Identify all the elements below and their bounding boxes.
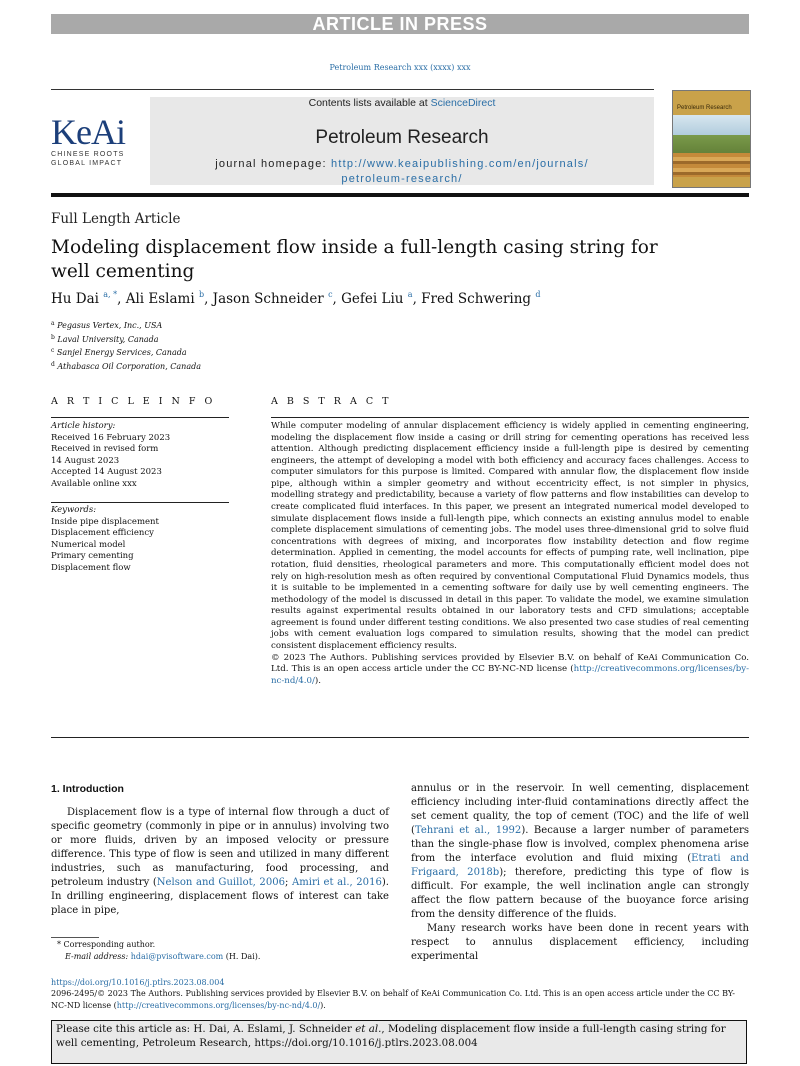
reference-link[interactable]: Tehrani et al., 1992: [414, 825, 522, 836]
license-line: 2096-2495/© 2023 The Authors. Publishing services provided by Elsevier B.V. on behalf of KeAi Communication Co. Ltd. This is an open access article under the CC BY-NC-ND license (http://creativecommons.org/licenses/by-nc-nd/4.0/).: [51, 989, 735, 1010]
cc-license-link[interactable]: http://creativecommons.org/licenses/by-nc-nd/4.0/: [271, 664, 749, 686]
running-head[interactable]: Petroleum Research xxx (xxxx) xxx: [329, 63, 471, 72]
body-column-right: [411, 782, 749, 964]
publisher-tagline-1: CHINESE ROOTS: [51, 151, 125, 158]
article-type: Full Length Article: [51, 211, 181, 227]
abstract-copyright: © 2023 The Authors. Publishing services provided by Elsevier B.V. on behalf of KeAi Communication Co. Ltd. This is an open access article under the CC BY-NC-ND license (http://creativecommons.org/licenses/by-nc-nd/4.0/).: [271, 652, 749, 686]
journal-title: Petroleum Research: [315, 127, 489, 148]
keyword-item: Displacement efficiency: [51, 528, 154, 538]
corresponding-author: * Corresponding author.: [57, 940, 156, 949]
reference-link[interactable]: Amiri et al., 2016: [291, 877, 382, 888]
homepage-url-line-2[interactable]: petroleum-research/: [341, 173, 463, 185]
journal-cover-image[interactable]: [672, 90, 751, 188]
history-item: 14 August 2023: [51, 455, 120, 466]
publisher-logo: [51, 114, 143, 174]
section-heading-introduction: 1. Introduction: [51, 783, 124, 795]
license-link[interactable]: http://creativecommons.org/licenses/by-nc-nd/4.0/: [116, 1000, 321, 1010]
author-name: Ali Eslami: [125, 291, 195, 307]
info-rule-middle: [51, 502, 229, 503]
abstract-rule-bottom: [51, 737, 749, 738]
body-column-left: [51, 782, 389, 918]
reference-link[interactable]: Etrati and Frigaard, 2018b: [411, 853, 749, 878]
history-item: Received 16 February 2023: [51, 432, 171, 443]
info-rule-top: [51, 417, 229, 418]
article-in-press-banner: ARTICLE IN PRESS: [51, 14, 749, 34]
affiliation-item: $^c$ Sanjel Energy Services, Canada: [51, 347, 187, 357]
email-line: E-mail address: hdai@pvisoftware.com (H. Dai).: [65, 952, 261, 961]
article-info-heading: A R T I C L E I N F O: [51, 396, 216, 407]
author-affil-link[interactable]: a, *: [103, 290, 118, 299]
email-link[interactable]: hdai@pvisoftware.com: [130, 952, 224, 961]
cover-strata: [673, 153, 750, 177]
history-item: Accepted 14 August 2023: [51, 467, 162, 477]
footnote: [51, 939, 260, 963]
history-item: Received in revised form: [51, 444, 159, 454]
author-affil-link[interactable]: a: [407, 290, 413, 299]
masthead-rule: [51, 193, 749, 197]
homepage-prefix: journal homepage:: [215, 158, 332, 170]
publisher-logo-name: KeAi: [51, 112, 125, 152]
author-name: Hu Dai: [51, 291, 99, 307]
affiliation-item: $^a$ Pegasus Vertex, Inc., USA: [51, 320, 163, 330]
sciencedirect-link[interactable]: ScienceDirect: [430, 97, 496, 109]
intro-paragraph-1-cont: annulus or in the reservoir. In well cementing, displacement efficiency including inter-fluid contaminations directly affect the set cement quality, the top of cement (TOC) and the life of well (Tehrani et al., 1992). Because a larger number of parameters than the single-phase flow is involved, complex phenomena arise from the interface evolution and fluid mixing (Etrati and Frigaard, 2018b); therefore, predicting this type of flow is difficult. For example, the well inclination angle can strongly affect the flow pattern because of the buoyance force arising from the density difference of the fluids.: [411, 783, 750, 920]
article-title: Modeling displacement flow inside a full-length casing string for well cementing: [51, 237, 658, 282]
author-affil-link[interactable]: c: [328, 290, 333, 299]
history-label: Article history:: [51, 421, 116, 431]
keyword-item: Inside pipe displacement: [51, 516, 159, 527]
author-affil-link[interactable]: b: [198, 290, 205, 299]
citation-text: Please cite this article as: H. Dai, A. Eslami, J. Schneider et al., Modeling displacement flow inside a full-length casing string for well cementing, Petroleum Research, https://doi.org/10.1016/j.ptlrs.2023.08.004: [56, 1023, 726, 1049]
intro-paragraph-1: Displacement flow is a type of internal flow through a duct of specific geometry (commonly in pipe or in annulus) involving two or more fluids, driven by an imposed velocity or pressure difference. This type of flow is seen and utilized in many different industries, such as manufacturing, food processing, and petroleum industry (Nelson and Guillot, 2006; Amiri et al., 2016). In drilling engineering, displacement flows of interest can take place in pipe,: [51, 807, 389, 916]
affiliation-item: $^b$ Laval University, Canada: [51, 333, 159, 344]
keyword-item: Displacement flow: [51, 562, 131, 573]
contents-line: [150, 97, 654, 109]
affiliations: [51, 318, 201, 372]
abstract-text: While computer modeling of annular displacement efficiency is widely applied in cementing engineering, modeling the displacement flow inside a casing or drill string for cementing operations has received less attention. Although predicting displacement efficiency inside a full-length pipe is desired by cementing engineers, the attempt of developing a model with both efficiency and accuracy faces challenges. Access to computer simulators for this purpose is limited. Compared with annular flow, the displacement flow inside pipe, although within a simpler geometry and without eccentricity effect, is not simpler in physics, modelling strategy and predictability, because a variety of flow patterns and flow instabilities can develop to create complicated fluid interfaces. In this paper, we present an integrated numerical model developed to simulate displacement flows inside a full-length pipe, which connects an existing annulus model to enable complete displacement simulations of cementing jobs. The model uses three-dimensional grid to solve fluid concentrations with degrees of mixing, and incorporates flow instability detection and flow regime determination. Applied in cementing, the model accounts for effects of pumping rate, well inclination, pipe rotation, fluid densities, rheological parameters and more. This computationally efficient model does not rely on high-resolution mesh as often required by conventional Computational Fluid Dynamics models, thus it is suitable to be implemented in a cementing software for daily use by well cementing engineers. The methodology of the model is discussed in detail in this paper. To validate the model, we examine simulation results against experimental results obtained in our laboratory tests and CFD simulations; acceptable agreement is found under different testing conditions. We also presented two case studies of real cementing jobs with cement evaluation logs compared to simulation results, showing that the model can predict consistent displacement efficiency results.: [271, 421, 749, 651]
reference-link[interactable]: Nelson and Guillot, 2006: [156, 877, 285, 888]
homepage-url-line-1[interactable]: http://www.keaipublishing.com/en/journals/: [331, 158, 589, 170]
publisher-tagline-2: GLOBAL IMPACT: [51, 160, 123, 167]
author-name: Jason Schneider: [212, 291, 324, 307]
history-item: Available online xxx: [51, 478, 137, 489]
journal-homepage: [195, 157, 609, 187]
keyword-item: Numerical model: [51, 539, 126, 550]
doi-link[interactable]: https://doi.org/10.1016/j.ptlrs.2023.08.004: [51, 978, 225, 987]
abstract-rule-top: [271, 417, 749, 418]
header-rule: [51, 89, 654, 90]
author-list: Hu Dai $^{a, *}$, Ali Eslami $^b$, Jason Schneider $^c$, Gefei Liu $^a$, Fred Schwering $^d$: [51, 290, 541, 307]
affiliation-item: $^d$ Athabasca Oil Corporation, Canada: [51, 360, 201, 371]
author-affil-link[interactable]: d: [535, 290, 541, 299]
author-name: Gefei Liu: [341, 291, 404, 307]
abstract-body: [271, 421, 749, 687]
abstract-heading: A B S T R A C T: [271, 396, 392, 407]
contents-prefix: Contents lists available at: [308, 97, 431, 109]
intro-paragraph-2: Many research works have been done in recent years with respect to annulus displacement efficiency, including experimental: [411, 923, 749, 962]
keyword-item: Primary cementing: [51, 551, 134, 561]
keywords: [51, 505, 231, 574]
author-name: Fred Schwering: [421, 291, 532, 307]
footnote-rule: [51, 937, 99, 938]
article-history: [51, 421, 231, 490]
cover-title: Petroleum Research: [677, 105, 732, 111]
cover-bottom: [673, 177, 750, 187]
keywords-label: Keywords:: [51, 505, 97, 515]
